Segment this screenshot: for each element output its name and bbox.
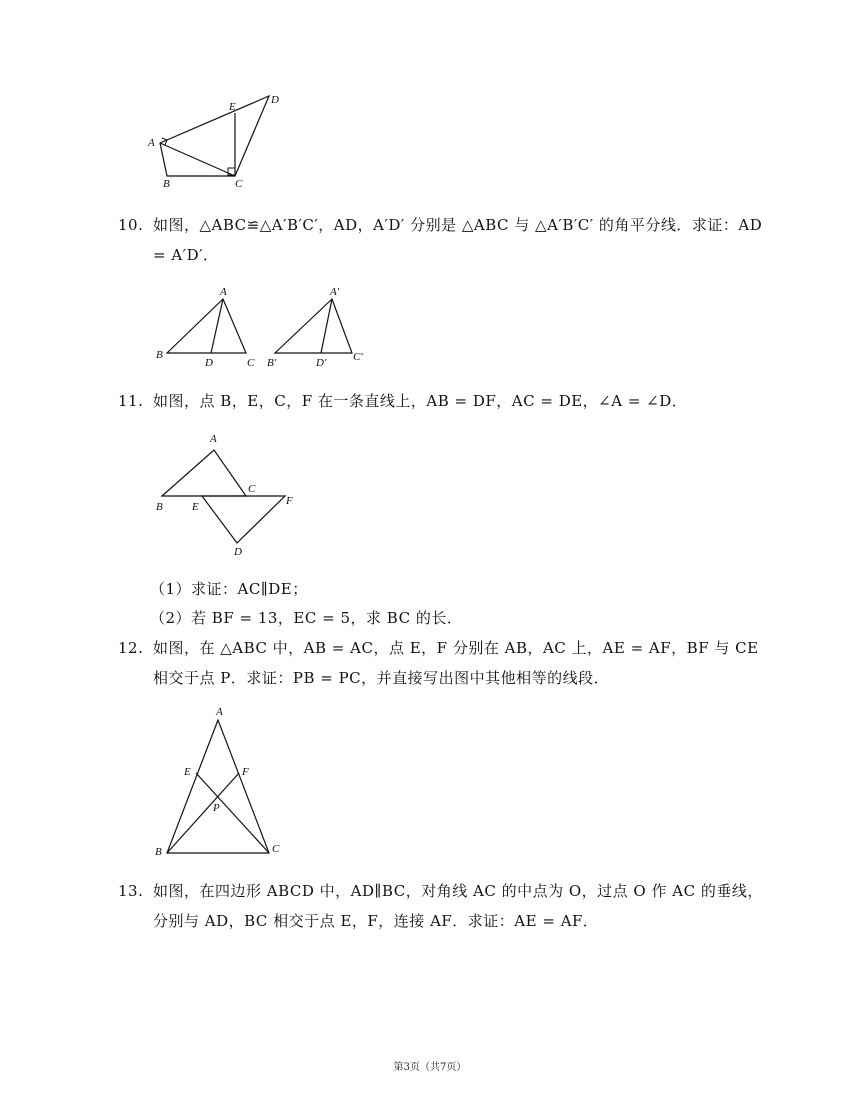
label-d-prime: D′ — [316, 357, 327, 369]
label-f: F — [286, 495, 293, 507]
label-p: P — [213, 802, 220, 814]
label-a: A — [216, 706, 223, 718]
label-d: D — [271, 94, 279, 106]
triangle-def — [202, 496, 285, 543]
label-a-prime: A′ — [330, 286, 340, 298]
figure-q9-svg — [140, 88, 290, 198]
segment-ad — [211, 299, 223, 353]
label-b-prime: B′ — [267, 357, 277, 369]
question-number: 10. — [118, 216, 144, 234]
label-c: C — [248, 483, 256, 495]
label-b: B — [155, 846, 162, 858]
question-text: 如图，在 △ABC 中，AB = AC，点 E，F 分别在 AB，AC 上，AE = AF，BF 与 CE 相交于点 P．求证：PB = PC，并直接写出图中其他相等的线段． — [153, 639, 764, 687]
label-c-prime: C′ — [353, 351, 363, 363]
triangle-abc — [167, 720, 269, 853]
label-b: B — [156, 349, 163, 361]
triangle-abc — [162, 450, 246, 496]
question-number: 11. — [118, 392, 144, 410]
segment-bf — [167, 773, 239, 853]
quad-abcd — [160, 96, 269, 176]
figure-q10-svg — [150, 282, 380, 372]
figure-q10 — [150, 282, 380, 372]
figure-q12-svg — [150, 700, 290, 865]
question-number: 13. — [118, 882, 144, 900]
label-a: A — [210, 433, 217, 445]
label-e: E — [229, 101, 236, 113]
label-b: B — [156, 501, 163, 513]
triangle-abc — [167, 299, 246, 353]
label-a: A — [148, 137, 155, 149]
question-13 — [118, 876, 768, 936]
figure-q11 — [150, 430, 310, 560]
label-e: E — [184, 766, 191, 778]
label-f: F — [242, 766, 249, 778]
page-footer: 第3页（共7页） — [393, 1062, 467, 1073]
question-12 — [118, 633, 768, 693]
triangle-a2b2c2 — [275, 299, 352, 353]
question-text: 如图，点 B，E，C，F 在一条直线上，AB = DF，AC = DE，∠A = ∠D． — [153, 392, 688, 410]
label-a: A — [220, 286, 227, 298]
label-e: E — [192, 501, 199, 513]
figure-q9 — [140, 88, 290, 198]
figure-q12 — [150, 700, 290, 865]
question-10 — [118, 210, 768, 270]
label-d: D — [234, 546, 242, 558]
question-number: 12. — [118, 639, 144, 657]
figure-q11-svg — [150, 430, 310, 560]
label-b: B — [163, 178, 170, 190]
q11-part-2: （2）若 BF = 13，EC = 5，求 BC 的长． — [150, 609, 463, 627]
segment-ac — [160, 143, 235, 176]
question-text: 如图，在四边形 ABCD 中，AD∥BC，对角线 AC 的中点为 O，过点 O 作 AC 的垂线，分别与 AD，BC 相交于点 E，F，连接 AF．求证：AE = AF． — [153, 882, 763, 930]
segment-ce — [196, 773, 269, 853]
label-c: C — [272, 843, 280, 855]
question-text: 如图，△ABC≌△A′B′C′，AD，A′D′ 分别是 △ABC 与 △A′B′C′ 的角平分线．求证：AD = A′D′． — [153, 216, 768, 264]
label-c: C — [247, 357, 255, 369]
label-c: C — [235, 178, 243, 190]
question-11 — [118, 386, 768, 416]
q11-part-1: （1）求证：AC∥DE； — [150, 580, 308, 598]
label-d: D — [205, 357, 213, 369]
